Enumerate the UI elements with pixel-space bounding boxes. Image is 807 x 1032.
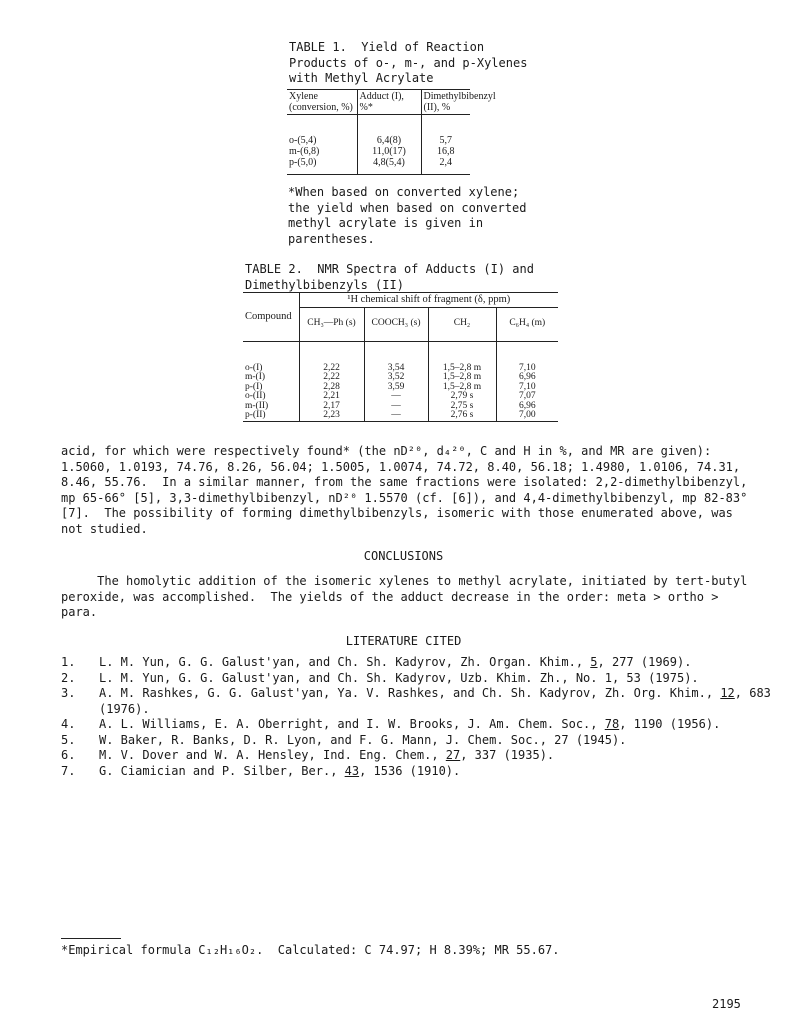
table-row xyxy=(287,146,470,157)
list-item xyxy=(61,764,781,780)
table-cell: p-(5,0) xyxy=(289,157,317,168)
table2 xyxy=(243,292,558,423)
list-item xyxy=(61,686,781,717)
table1-header-dimethylbibenzyl: Dimethylbibenzyl (II), % xyxy=(421,90,470,115)
table-cell: m-(I) xyxy=(245,372,266,382)
table-cell: 7,10 xyxy=(496,364,558,374)
reference-volume: 12 xyxy=(720,686,735,700)
reference-text: M. V. Dover and W. A. Hensley, Ind. Eng. Chem., xyxy=(99,748,446,762)
table2-subheader-c6h4: C₆H₄ (m) xyxy=(496,307,558,341)
table1-footnote: *When based on converted xylene; the yield when based on converted methyl acrylate is given in parentheses. xyxy=(288,185,534,246)
conclusions-text: The homolytic addition of the isomeric xylenes to methyl acrylate, initiated by tert-butyl peroxide, was accomplished. The yields of the adduct decrease in the order: meta > ortho > para. xyxy=(61,574,755,619)
table-cell: o-(I) xyxy=(245,362,263,373)
table-cell: — xyxy=(364,392,428,402)
table1 xyxy=(287,89,496,177)
table-cell: — xyxy=(364,402,428,412)
table-cell: — xyxy=(364,411,428,421)
reference-volume: 27 xyxy=(445,748,461,762)
reference-volume: 78 xyxy=(604,717,620,731)
footnote-rule xyxy=(61,938,121,939)
list-item xyxy=(61,748,781,764)
table-row xyxy=(287,157,470,175)
table1-header-adduct: Adduct (I), %* xyxy=(357,90,421,115)
table-cell: 6,4(8) xyxy=(357,135,421,146)
reference-number: 7. xyxy=(61,763,76,778)
table-cell: p-(I) xyxy=(245,381,263,392)
list-item xyxy=(61,733,781,749)
conclusions-heading: CONCLUSIONS xyxy=(363,549,444,563)
reference-text: L. M. Yun, G. G. Galust'yan, and Ch. Sh. Kadyrov, Uzb. Khim. Zh., No. 1, 53 (1975). xyxy=(99,670,699,685)
table-cell: 4,8(5,4) xyxy=(357,157,421,175)
reference-volume: 5 xyxy=(590,655,598,669)
table-row xyxy=(287,135,470,146)
table-cell: 7,07 xyxy=(496,392,558,402)
reference-number: 6. xyxy=(61,748,76,762)
table2-subheader-cooch3: COOCH₃ (s) xyxy=(364,307,428,341)
table-cell: 7,10 xyxy=(496,383,558,393)
table-cell: 1,5–2,8 m xyxy=(428,383,496,393)
literature-heading: LITERATURE CITED xyxy=(345,634,462,648)
table-cell: 3,52 xyxy=(364,373,428,383)
reference-text: G. Ciamician and P. Silber, Ber., xyxy=(99,763,345,778)
table-cell: 2,28 xyxy=(299,383,364,393)
table-cell: 6,96 xyxy=(496,373,558,383)
reference-number: 4. xyxy=(61,717,76,731)
table2-header-compound: Compound xyxy=(245,310,292,322)
table-cell: 5,7 xyxy=(421,135,470,146)
reference-text: W. Baker, R. Banks, D. R. Lyon, and F. G. Mann, J. Chem. Soc., 27 (1945). xyxy=(99,732,627,747)
table2-subheader-ch3ph: CH₃—Ph (s) xyxy=(299,307,364,341)
list-item xyxy=(61,655,781,671)
table1-caption: TABLE 1. Yield of Reaction Products of o-, m-, and p-Xylenes with Methyl Acrylate xyxy=(289,40,535,85)
reference-text-end: , 1536 (1910). xyxy=(359,763,461,778)
table2-subheader-ch2: CH₂ xyxy=(428,307,496,341)
reference-text: A. L. Williams, E. A. Oberright, and I. W. Brooks, J. Am. Chem. Soc., xyxy=(99,717,605,731)
table-cell: 2,22 xyxy=(299,364,364,374)
table-cell: 2,79 s xyxy=(428,392,496,402)
table-cell: 2,21 xyxy=(299,392,364,402)
table1-header-xylene: Xylene (conversion, %) xyxy=(289,91,353,113)
reference-number: 2. xyxy=(61,670,76,685)
table2-caption: TABLE 2. NMR Spectra of Adducts (I) and Dimethylbibenzyls (II) xyxy=(245,262,542,292)
table-cell: 2,76 s xyxy=(428,411,496,421)
reference-text: L. M. Yun, G. G. Galust'yan, and Ch. Sh. Kadyrov, Zh. Organ. Khim., xyxy=(99,655,591,669)
table-cell: 16,8 xyxy=(421,146,470,157)
body-paragraph: acid, for which were respectively found* (the nD²⁰, d₄²⁰, C and H in %, and MR are given): 1.5060, 1.0193, 74.76, 8.26, 56.04; 1.5005, 1.0074, 74.72, 8.40, 56.18; 1.4980, 1.0106, 74.31, 8.46, 55.76. In a similar manner, from the same fractions were isolated: 2,2-dimethylbibenzyl, mp 65-66° [5], 3,3-dimethylbibenzyl, nD²⁰ 1.5570 (cf. [6]), and 4,4-dimethylbibenzyl, mp 82-83° [7]. The possibility of forming dimethylbibenzyls, isomeric with those enumerated above, was not studied. xyxy=(61,444,755,536)
table-cell: 6,96 xyxy=(496,402,558,412)
table-cell: 2,23 xyxy=(299,411,364,421)
page-number: 2195 xyxy=(712,997,741,1011)
page-footnote: *Empirical formula C₁₂H₁₆O₂. Calculated: C 74.97; H 8.39%; MR 55.67. xyxy=(61,943,560,957)
reference-text-end: , 337 (1935). xyxy=(460,748,555,762)
table-row xyxy=(243,411,558,421)
table-cell: 11,0(17) xyxy=(357,146,421,157)
table-cell: 3,54 xyxy=(364,364,428,374)
table-cell: 2,17 xyxy=(299,402,364,412)
table-cell: 7,00 xyxy=(496,411,558,421)
table-cell: o-(5,4) xyxy=(289,135,317,146)
table-cell: 2,75 s xyxy=(428,402,496,412)
reference-volume: 43 xyxy=(344,763,360,778)
list-item xyxy=(61,717,781,733)
reference-list xyxy=(61,655,781,779)
table-cell: 1,5–2,8 m xyxy=(428,373,496,383)
table-cell: 3,59 xyxy=(364,383,428,393)
table-cell: 2,4 xyxy=(421,157,470,175)
table-cell: m-(II) xyxy=(245,400,269,411)
list-item xyxy=(61,671,781,687)
table-cell: 1,5–2,8 m xyxy=(428,364,496,374)
table-cell: p-(II) xyxy=(245,410,266,420)
reference-text: A. M. Rashkes, G. G. Galust'yan, Ya. V. Rashkes, and Ch. Sh. Kadyrov, Zh. Org. Khim., xyxy=(99,686,721,700)
reference-number: 5. xyxy=(61,732,76,747)
table-cell: o-(II) xyxy=(245,391,266,401)
table-cell: m-(6,8) xyxy=(289,146,320,157)
reference-number: 3. xyxy=(61,686,76,700)
table-cell: 2,22 xyxy=(299,373,364,383)
reference-text-end: , 683 (1976). xyxy=(99,686,779,716)
reference-text-end: , 1190 (1956). xyxy=(619,717,721,731)
reference-text-end: , 277 (1969). xyxy=(597,655,692,669)
reference-number: 1. xyxy=(61,655,76,669)
table2-header-group: ¹H chemical shift of fragment (δ, ppm) xyxy=(299,293,558,308)
